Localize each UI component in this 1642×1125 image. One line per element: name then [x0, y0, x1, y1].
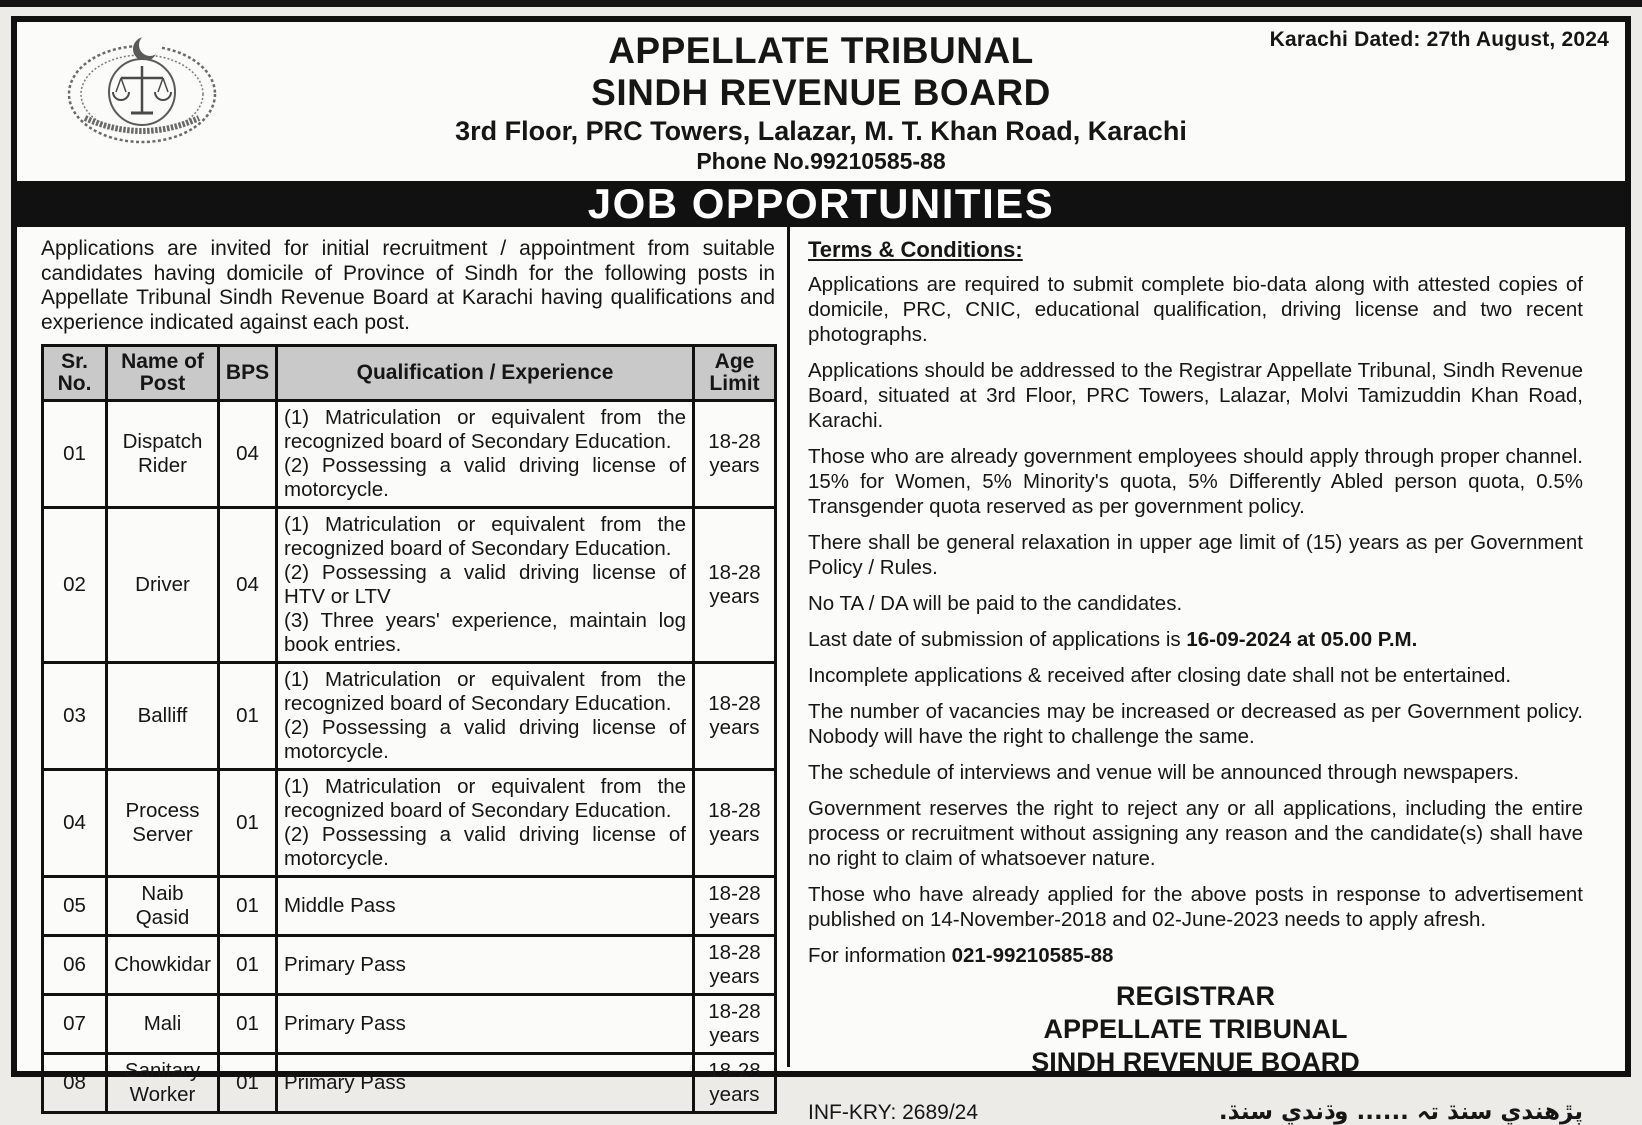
cell-post-name: Balliff	[107, 663, 219, 770]
newspaper-edge-rule	[0, 0, 1642, 7]
intro-paragraph: Applications are invited for initial recruitment / appointment from suitable candidates having domicile of Province of Sindh for the following posts in Appellate Tribunal Sindh Revenue Board at Karachi having qualifications and experience indicated against each post.	[41, 237, 775, 334]
cell-post-name: Sanitary Worker	[107, 1054, 219, 1113]
cell-age-limit: 18-28 years	[694, 508, 776, 663]
sindh-emblem-logo	[57, 32, 227, 150]
posts-table	[41, 344, 777, 1114]
cell-age-limit: 18-28 years	[694, 770, 776, 877]
date-line: Karachi Dated: 27th August, 2024	[1269, 28, 1609, 51]
cell-qualification	[277, 1054, 694, 1113]
advert-frame	[11, 16, 1631, 1125]
cell-age-limit: 18-28 years	[694, 401, 776, 508]
terms-paragraph: Those who are already government employees should apply through proper channel. 15% for Women, 5% Minority's quota, 5% Differently Abled person quota, 0.5% Transgender quota reserved as per government policy.	[808, 445, 1583, 518]
qualification-item: Middle Pass	[284, 894, 396, 917]
cell-post-name: Naib Qasid	[107, 877, 219, 936]
org-address: 3rd Floor, PRC Towers, Lalazar, M. T. Khan Road, Karachi	[455, 116, 1187, 146]
posts-table-body	[43, 401, 776, 1113]
cell-post-name: Driver	[107, 508, 219, 663]
table-row	[43, 936, 776, 995]
org-title-line1: APPELLATE TRIBUNAL	[608, 30, 1034, 71]
cell-qualification	[277, 401, 694, 508]
signature-line-board: SINDH REVENUE BOARD	[1031, 1047, 1360, 1077]
terms-paragraph: The schedule of interviews and venue will be announced through newspapers.	[808, 761, 1520, 784]
terms-paragraph: Applications should be addressed to the Registrar Appellate Tribunal, Sindh Revenue Board, situated at 3rd Floor, PRC Towers, Lalazar, Molvi Tamizuddin Khan Road, Karachi.	[808, 359, 1583, 432]
cell-post-name: Dispatch Rider	[107, 401, 219, 508]
cell-bps: 01	[219, 995, 277, 1054]
terms-paragraph: Those who have already applied for the above posts in response to advertisement published on 14-November-2018 and 02-June-2023 needs to apply afresh.	[808, 883, 1583, 931]
terms-paragraph: The number of vacancies may be increased or decreased as per Government policy. Nobody will have the right to challenge the same.	[808, 700, 1583, 748]
job-opportunities-banner: JOB OPPORTUNITIES	[17, 181, 1625, 227]
terms-paragraph: For information 021-99210585-88	[808, 944, 1114, 967]
col-header-sr-no: Sr. No.	[43, 346, 107, 401]
table-row	[43, 995, 776, 1054]
cell-sr-no: 01	[43, 401, 107, 508]
cell-sr-no: 06	[43, 936, 107, 995]
org-title-line2: SINDH REVENUE BOARD	[591, 72, 1051, 113]
terms-list	[808, 272, 1583, 968]
qualification-item: Primary Pass	[284, 953, 406, 976]
org-phone: Phone No.99210585-88	[696, 148, 946, 174]
terms-paragraph: No TA / DA will be paid to the candidates.	[808, 592, 1183, 615]
cell-sr-no: 05	[43, 877, 107, 936]
qualification-item: (1) Matriculation or equivalent from the recognized board of Secondary Education.	[284, 513, 686, 560]
table-row	[43, 877, 776, 936]
cell-bps: 04	[219, 401, 277, 508]
col-header-name-of-post: Name of Post	[107, 346, 219, 401]
table-row	[43, 1054, 776, 1113]
qualification-item: (2) Possessing a valid driving license of motorcycle.	[284, 823, 686, 870]
signature-line-registrar: REGISTRAR	[1115, 981, 1275, 1011]
terms-heading: Terms & Conditions:	[808, 237, 1023, 262]
table-row	[43, 508, 776, 663]
qualification-item: (1) Matriculation or equivalent from the recognized board of Secondary Education.	[284, 668, 686, 715]
advert-footer	[808, 1099, 1583, 1125]
signature-block	[808, 980, 1583, 1079]
terms-column	[787, 227, 1625, 1125]
qualification-item: (2) Possessing a valid driving license of HTV or LTV	[284, 561, 686, 608]
terms-paragraph: Government reserves the right to reject any or all applications, including the entire process or recruitment without assigning any reason and the candidate(s) shall have no right to claim of whatsoever nature.	[808, 797, 1583, 870]
cell-bps: 01	[219, 877, 277, 936]
qualification-item: (2) Possessing a valid driving license of motorcycle.	[284, 716, 686, 763]
masthead	[17, 22, 1625, 174]
signature-line-tribunal: APPELLATE TRIBUNAL	[1043, 1014, 1348, 1044]
cell-age-limit: 18-28 years	[694, 936, 776, 995]
cell-sr-no: 04	[43, 770, 107, 877]
cell-sr-no: 03	[43, 663, 107, 770]
qualification-item: (1) Matriculation or equivalent from the recognized board of Secondary Education.	[284, 775, 686, 822]
qualification-item: Primary Pass	[284, 1071, 406, 1094]
cell-post-name: Chowkidar	[107, 936, 219, 995]
posts-column	[17, 227, 787, 1106]
cell-bps: 01	[219, 936, 277, 995]
col-header-qualification: Qualification / Experience	[277, 346, 694, 401]
table-row	[43, 401, 776, 508]
cell-sr-no: 07	[43, 995, 107, 1054]
qualification-item: Primary Pass	[284, 1012, 406, 1035]
qualification-item: (3) Three years' experience, maintain log book entries.	[284, 609, 686, 656]
col-header-bps: BPS	[219, 346, 277, 401]
cell-sr-no: 08	[43, 1054, 107, 1113]
cell-bps: 01	[219, 1054, 277, 1113]
cell-bps: 04	[219, 508, 277, 663]
cell-sr-no: 02	[43, 508, 107, 663]
cell-qualification	[277, 936, 694, 995]
table-header-row	[43, 346, 776, 401]
terms-paragraph: Last date of submission of applications is 16-09-2024 at 05.00 P.M.	[808, 628, 1418, 651]
table-row	[43, 663, 776, 770]
cell-age-limit: 18-28 years	[694, 663, 776, 770]
cell-age-limit: 18-28 years	[694, 877, 776, 936]
cell-qualification	[277, 508, 694, 663]
cell-qualification	[277, 770, 694, 877]
cell-qualification	[277, 995, 694, 1054]
cell-age-limit: 18-28 years	[694, 1054, 776, 1113]
cell-post-name: Process Server	[107, 770, 219, 877]
terms-paragraph: Applications are required to submit complete bio-data along with attested copies of domicile, PRC, CNIC, educational qualification, driving license and two recent photographs.	[808, 273, 1583, 346]
qualification-item: (2) Possessing a valid driving license of motorcycle.	[284, 454, 686, 501]
cell-bps: 01	[219, 663, 277, 770]
terms-paragraph: There shall be general relaxation in upper age limit of (15) years as per Government Policy / Rules.	[808, 531, 1583, 579]
table-row	[43, 770, 776, 877]
inf-reference-number: INF-KRY: 2689/24	[808, 1101, 979, 1124]
cell-post-name: Mali	[107, 995, 219, 1054]
terms-paragraph: Incomplete applications & received after closing date shall not be entertained.	[808, 664, 1512, 687]
cell-qualification	[277, 877, 694, 936]
cell-bps: 01	[219, 770, 277, 877]
sindhi-motto: پڙهندي سنڌ تہ ...... وڌندي سنڌ.	[1218, 1099, 1583, 1125]
col-header-age-limit: Age Limit	[694, 346, 776, 401]
cell-age-limit: 18-28 years	[694, 995, 776, 1054]
cell-qualification	[277, 663, 694, 770]
qualification-item: (1) Matriculation or equivalent from the recognized board of Secondary Education.	[284, 406, 686, 453]
content-columns	[17, 227, 1625, 1125]
